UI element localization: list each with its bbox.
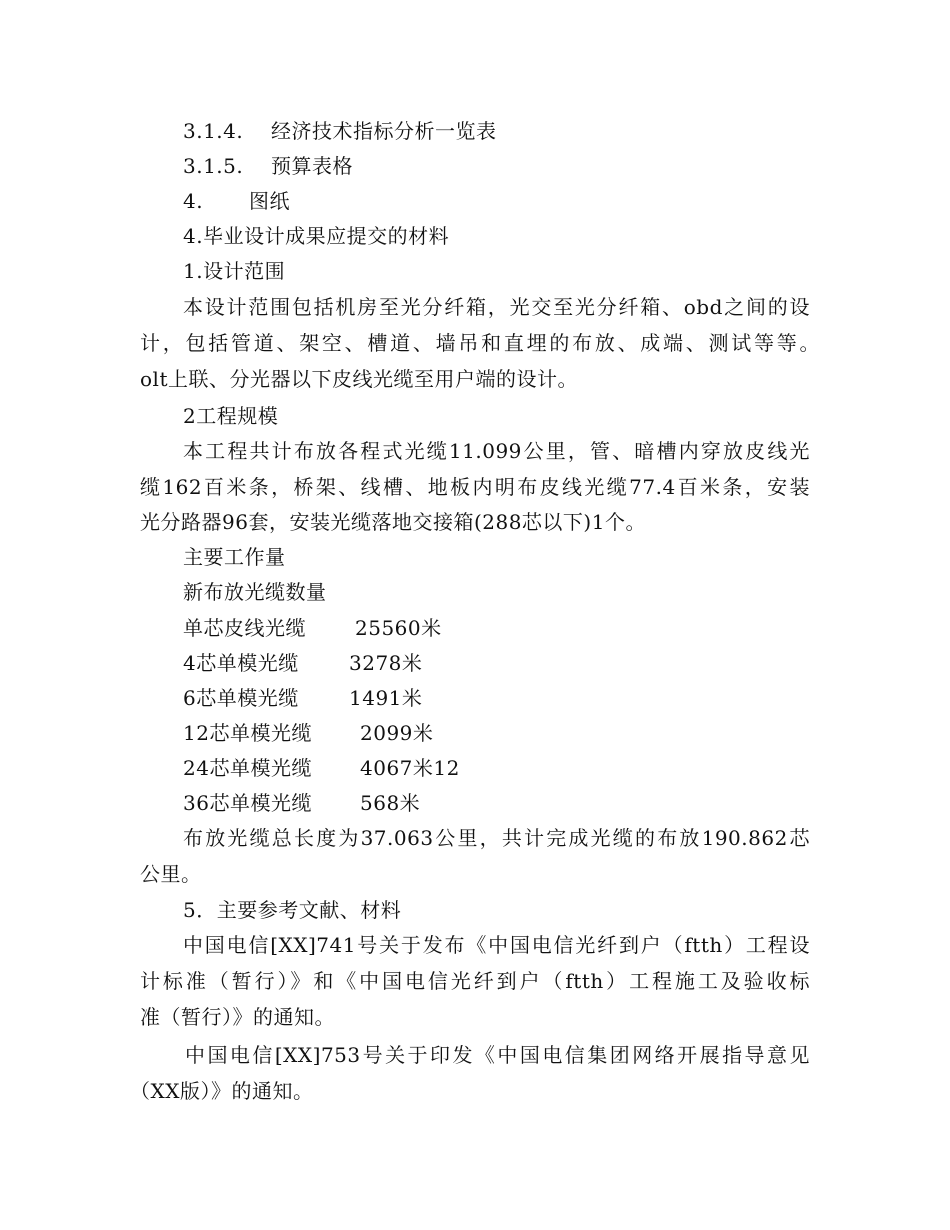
new-cable-heading: 新布放光缆数量 xyxy=(183,580,327,604)
outline-number: 4. xyxy=(183,189,204,213)
outline-number: 3.1.5. xyxy=(183,154,244,178)
cable-name: 6芯单模光缆 xyxy=(183,686,299,710)
cable-quantity: 1491米 xyxy=(349,686,423,710)
cable-quantity: 25560米 xyxy=(355,616,442,640)
workload-heading: 主要工作量 xyxy=(183,545,286,569)
outline-number: 3.1.4. xyxy=(183,119,244,143)
cable-quantity: 2099米 xyxy=(360,721,434,745)
reference-line: 准（暂行）》的通知。 xyxy=(140,1005,335,1029)
outline-item-3-1-5 xyxy=(183,153,353,179)
section-heading-scope: 1.设计范围 xyxy=(183,259,286,283)
section-heading-scale: 2工程规模 xyxy=(183,404,279,428)
cable-quantity: 568米 xyxy=(360,791,421,815)
cable-row xyxy=(183,650,422,676)
reference-line: 计标准（暂行）》和《中国电信光纤到户（ftth）工程施工及验收标 xyxy=(140,969,810,993)
section-heading-references: 5．主要参考文献、材料 xyxy=(183,898,402,922)
scale-paragraph-line: 缆162百米条，桥架、线槽、地板内明布皮线光缆77.4百米条，安装 xyxy=(140,475,810,499)
reference-line: （XX版）》的通知。 xyxy=(130,1079,314,1103)
reference-line: 中国电信[XX]741号关于发布《中国电信光纤到户（ftth）工程设 xyxy=(183,933,810,957)
outline-title: 预算表格 xyxy=(271,154,353,178)
cable-quantity: 4067米12 xyxy=(360,756,460,780)
scope-paragraph-line: olt上联、分光器以下皮线光缆至用户端的设计。 xyxy=(140,367,578,391)
cable-name: 36芯单模光缆 xyxy=(183,791,312,815)
total-length-line: 布放光缆总长度为37.063公里，共计完成光缆的布放190.862芯 xyxy=(183,826,810,850)
total-length-line: 公里。 xyxy=(140,862,202,886)
cable-row xyxy=(183,615,442,641)
cable-row xyxy=(183,755,460,781)
outline-title: 图纸 xyxy=(249,189,290,213)
outline-item-3-1-4 xyxy=(183,118,497,144)
cable-quantity: 3278米 xyxy=(349,651,423,675)
cable-row xyxy=(183,720,433,746)
scale-paragraph-line: 本工程共计布放各程式光缆11.099公里，管、暗槽内穿放皮线光 xyxy=(183,439,810,463)
cable-row xyxy=(183,790,420,816)
scope-paragraph-line: 本设计范围包括机房至光分纤箱，光交至光分纤箱、obd之间的设 xyxy=(183,295,810,319)
reference-line: 中国电信[XX]753号关于印发《中国电信集团网络开展指导意见 xyxy=(185,1043,810,1067)
cable-name: 24芯单模光缆 xyxy=(183,756,312,780)
outline-item-4 xyxy=(183,188,290,214)
outline-title: 经济技术指标分析一览表 xyxy=(271,119,497,143)
section-heading-materials: 4.毕业设计成果应提交的材料 xyxy=(183,224,450,248)
cable-name: 单芯皮线光缆 xyxy=(183,616,306,640)
cable-row xyxy=(183,685,422,711)
cable-name: 12芯单模光缆 xyxy=(183,721,312,745)
scale-paragraph-line: 光分路器96套，安装光缆落地交接箱(288芯以下)1个。 xyxy=(140,510,646,534)
scope-paragraph-line: 计，包括管道、架空、槽道、墙吊和直埋的布放、成端、测试等等。 xyxy=(140,331,820,355)
cable-name: 4芯单模光缆 xyxy=(183,651,299,675)
